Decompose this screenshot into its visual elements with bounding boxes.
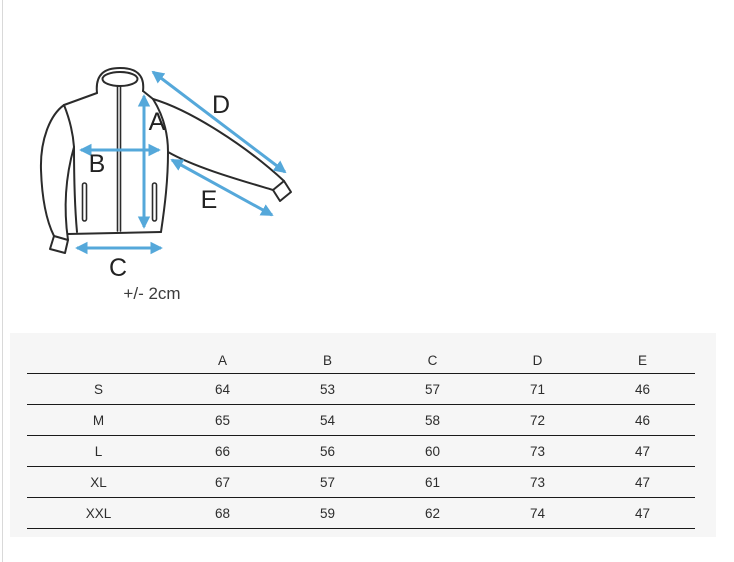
column-header-b: B — [275, 348, 380, 374]
table-row-l — [27, 436, 695, 467]
size-value: 66 — [170, 436, 275, 467]
size-value: 59 — [275, 498, 380, 529]
left-sleeve-seam — [64, 105, 74, 147]
size-value: 57 — [275, 467, 380, 498]
size-value: 61 — [380, 467, 485, 498]
measurement-label-b: B — [88, 150, 106, 178]
size-value: 65 — [170, 405, 275, 436]
size-value: 47 — [590, 498, 695, 529]
right-pocket-slit — [153, 183, 157, 221]
right-cuff — [273, 181, 291, 201]
size-label: L — [27, 436, 170, 467]
body-hem — [68, 232, 161, 234]
corner-cell — [27, 348, 170, 374]
size-value: 46 — [590, 405, 695, 436]
left-sleeve-outer — [41, 105, 64, 236]
size-label: XXL — [27, 498, 170, 529]
size-value: 73 — [485, 436, 590, 467]
size-value: 57 — [380, 374, 485, 405]
left-shoulder — [64, 93, 97, 105]
left-pocket-slit — [83, 183, 87, 221]
arrow-e — [172, 160, 272, 215]
size-table-panel — [10, 333, 716, 537]
size-value: 58 — [380, 405, 485, 436]
measurement-label-a: A — [148, 108, 166, 136]
size-value: 47 — [590, 467, 695, 498]
body-left-edge — [74, 147, 77, 232]
measurement-arrows — [77, 72, 285, 248]
left-cuff — [50, 236, 68, 253]
column-header-c: C — [380, 348, 485, 374]
arrow-d — [153, 72, 285, 172]
size-value: 47 — [590, 436, 695, 467]
size-table — [27, 348, 695, 529]
size-label: XL — [27, 467, 170, 498]
size-value: 56 — [275, 436, 380, 467]
table-row-s — [27, 374, 695, 405]
size-value: 60 — [380, 436, 485, 467]
table-row-m — [27, 405, 695, 436]
column-header-a: A — [170, 348, 275, 374]
size-value: 62 — [380, 498, 485, 529]
size-label: M — [27, 405, 170, 436]
tolerance-note: +/- 2cm — [123, 284, 181, 303]
size-value: 71 — [485, 374, 590, 405]
jacket-outline-drawing — [41, 68, 291, 253]
column-header-d: D — [485, 348, 590, 374]
size-value: 46 — [590, 374, 695, 405]
measurement-label-d: D — [211, 91, 231, 119]
size-label: S — [27, 374, 170, 405]
size-value: 54 — [275, 405, 380, 436]
table-row-xxl — [27, 498, 695, 529]
zipper-line — [118, 86, 121, 231]
measurement-label-e: E — [200, 186, 218, 214]
header-row — [27, 348, 695, 374]
size-value: 67 — [170, 467, 275, 498]
size-value: 53 — [275, 374, 380, 405]
size-value: 68 — [170, 498, 275, 529]
column-header-e: E — [590, 348, 695, 374]
left-sleeve-inner — [66, 147, 74, 240]
size-value: 74 — [485, 498, 590, 529]
size-value: 64 — [170, 374, 275, 405]
collar-opening — [103, 72, 138, 86]
table-row-xl — [27, 467, 695, 498]
size-value: 72 — [485, 405, 590, 436]
measurement-label-c: C — [108, 254, 128, 282]
body-right-edge — [161, 152, 168, 232]
jacket-measurement-diagram — [0, 0, 320, 312]
size-value: 73 — [485, 467, 590, 498]
